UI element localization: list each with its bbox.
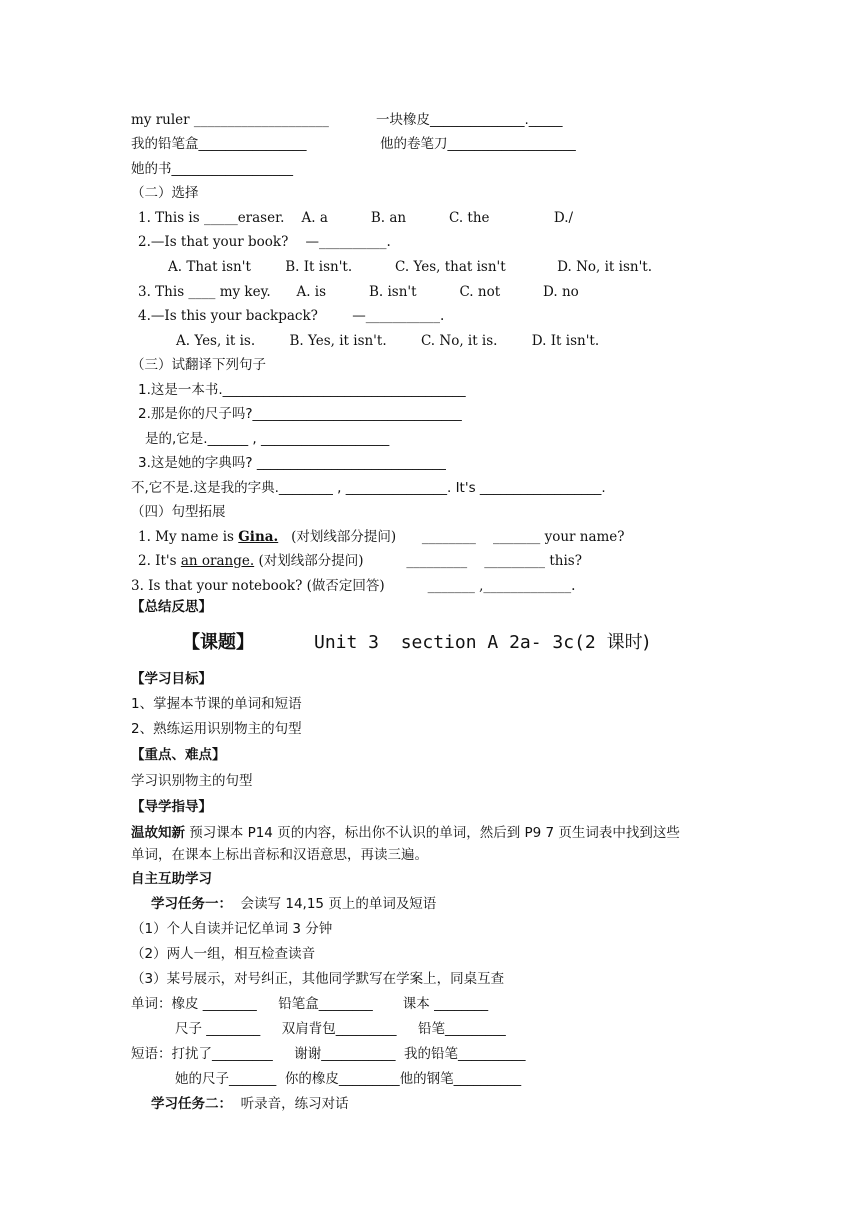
pattern-s2-pre: 2. It's (138, 553, 181, 569)
phrases-line-1: 短语：打扰了_________ 谢谢___________ 我的铅笔__________ (131, 1046, 526, 1062)
choice-q3: 3. This ____ my key. A. is B. isn't C. not D. no (138, 284, 579, 300)
task2-label: 学习任务二： (151, 1096, 232, 1112)
section2-heading: （二）选择 (131, 185, 199, 201)
vocab-line-1a: my ruler ____________________ (131, 112, 329, 128)
choice-q2-options: A. That isn't B. It isn't. C. Yes, that isn't D. No, it isn't. (168, 259, 653, 275)
words-line-2: 尺子 ________ 双肩背包_________ 铅笔_________ (175, 1021, 506, 1037)
choice-q2: 2.—Is that your book? —__________. (138, 234, 391, 250)
translate-s1: 1.这是一本书.____________________________________ (138, 382, 466, 398)
pattern-s2-post: (对划线部分提问) _________ _________ this? (254, 553, 582, 569)
task1 (151, 895, 436, 913)
pattern-s1 (138, 528, 625, 546)
choice-q4-options: A. Yes, it is. B. Yes, it isn't. C. No, it is. D. It isn't. (176, 333, 600, 349)
translate-s3-answer: 不,它不是.这是我的字典.________ , _______________. It's __________________. (131, 480, 606, 496)
lesson-tag: 【课题】 (182, 632, 254, 653)
goal-1: 1、掌握本节课的单词和短语 (131, 696, 302, 712)
guide-label: 温故知新 (131, 825, 185, 841)
choice-q4: 4.—Is this your backpack? —___________. (138, 308, 445, 324)
goals-heading: 【学习目标】 (131, 671, 212, 687)
words-line-1: 单词：橡皮 ________ 铅笔盒________ 课本 ________ (131, 996, 489, 1012)
vocab-line-2a: 我的铅笔盒________________ (131, 136, 307, 152)
guide-heading: 【导学指导】 (131, 799, 212, 815)
vocab-line-2b: 他的卷笔刀___________________ (380, 136, 576, 152)
step-3: （3）某号展示，对号纠正，其他同学默写在学案上，同桌互查 (131, 971, 505, 987)
pattern-s1-post: (对划线部分提问) ________ _______ your name? (278, 529, 625, 545)
step-1: （1）个人自读并记忆单词 3 分钟 (131, 921, 333, 937)
step-2: （2）两人一组，相互检查读音 (131, 946, 316, 962)
translate-s2-answer: 是的,它是.______ , ___________________ (145, 431, 390, 447)
vocab-line-3: 她的书__________________ (131, 161, 293, 177)
task1-label: 学习任务一： (151, 896, 232, 912)
key-text: 学习识别物主的句型 (131, 773, 253, 789)
lesson-title-text: Unit 3 section A 2a- 3c(2 (314, 632, 607, 653)
guide-line-2: 单词，在课本上标出音标和汉语意思，再读三遍。 (131, 847, 428, 863)
phrases-line-2: 她的尺子_______ 你的橡皮_________他的钢笔__________ (175, 1071, 522, 1087)
task1-text: 会读写 14,15 页上的单词及短语 (232, 896, 437, 912)
guide-text-1: 预习课本 P14 页的内容，标出你不认识的单词，然后到 P9 7 页生词表中找到这些 (185, 825, 680, 841)
lesson-title (182, 632, 650, 654)
translate-s3: 3.这是她的字典吗? ____________________________ (138, 455, 446, 471)
self-study-heading: 自主互助学习 (131, 871, 212, 887)
key-heading: 【重点、难点】 (131, 747, 226, 763)
section4-heading: （四）句型拓展 (131, 504, 226, 520)
section3-heading: （三）试翻译下列句子 (131, 357, 266, 373)
goal-2: 2、熟练运用识别物主的句型 (131, 721, 302, 737)
pattern-s2-underline: an orange. (180, 553, 255, 569)
choice-q1: 1. This is _____eraser. A. a B. an C. the D./ (138, 210, 574, 226)
vocab-line-1b: 一块橡皮______________._____ (376, 112, 563, 128)
task2 (151, 1095, 349, 1113)
reflection-heading: 【总结反思】 (131, 599, 212, 615)
translate-s2: 2.那是你的尺子吗?_______________________________ (138, 406, 462, 422)
pattern-s2 (138, 552, 582, 570)
pattern-s1-pre: 1. My name is (138, 529, 239, 545)
pattern-s1-underline: Gina. (238, 529, 279, 545)
lesson-title-end: 课时) (606, 632, 650, 653)
task2-text: 听录音，练习对话 (232, 1096, 349, 1112)
pattern-s3: 3. Is that your notebook? (做否定回答) _______ ,_____________. (131, 578, 576, 594)
guide-line-1 (131, 824, 680, 842)
